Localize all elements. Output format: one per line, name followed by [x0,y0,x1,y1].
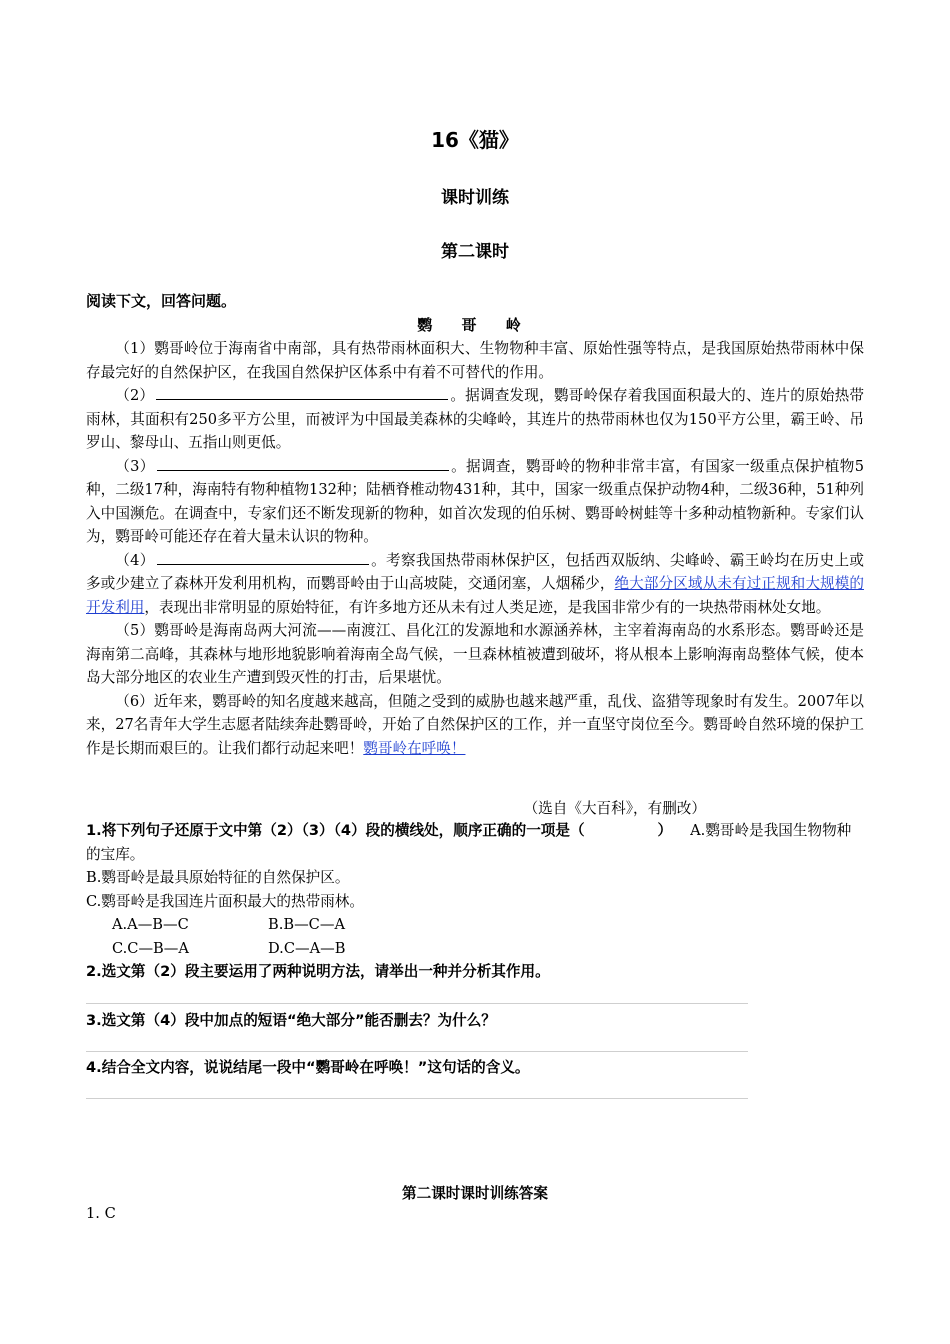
underlined-phrase-link[interactable]: 绝大部分区域从未有过正规和大规模的开发利用 [86,575,864,616]
answer-line[interactable] [86,1003,748,1004]
paragraph-text: 。据调查发现，鹦哥岭保存着我国面积最大的、连片的原始热带雨林，其面积有250多平方公里，而被评为中国最美森林的尖峰岭，其连片的热带雨林也仅为150平方公里，霸王岭、吊罗山、黎母山、五指山则更低。 [86,387,864,451]
sentence-b: B.鹦哥岭是最具原始特征的自然保护区。 [86,869,350,886]
paragraph-label: （2） [115,387,155,404]
paragraph-text: ，表现出非常明显的原始特征，有许多地方还从未有过人类足迹，是我国非常少有的一块热带雨林处女地。 [144,598,831,616]
sentence-a: A.鹦哥岭是我国生物物种的宝库。 [86,822,852,863]
option-c[interactable]: C.C—B—A [112,939,189,957]
question-3 [86,1009,864,1033]
paragraph-label: （4） [115,551,155,569]
paragraph-5: （5）鹦哥岭是海南岛两大河流——南渡江、昌化江的发源地和水源涵养林，主宰着海南岛的水系形态。鹦哥岭还是海南第二高峰，其森林与地形地貌影响着海南全岛气候，一旦森林植被遭到破坏，将从根本上影响海南岛整体气候，使本岛大部分地区的农业生产遭到毁灭性的打击，后果堪忧。 [86,622,864,686]
question-1 [86,819,864,960]
sentence-c: C.鹦哥岭是我国连片面积最大的热带雨林。 [86,892,364,910]
answers-title: 第二课时课时训练答案 [402,1185,548,1202]
call-phrase-link[interactable]: 鹦哥岭在呼唤！ [363,739,466,757]
paragraph-4 [86,549,864,620]
paragraph-6 [86,690,864,761]
answer-line[interactable] [86,1051,748,1052]
question-2 [86,960,864,984]
fill-blank [156,385,448,400]
question-4-text: 4.结合全文内容，说说结尾一段中“鹦哥岭在呼唤！”这句话的含义。 [86,1059,530,1076]
paragraph-text: （6）近年来，鹦哥岭的知名度越来越高，但随之受到的威胁也越来越严重，乱伐、盗猎等现象时有发生。2007年以来，27名青年大学生志愿者陆续奔赴鹦哥岭，开始了自然保护区的工作，并一直坚守岗位至今。鹦哥岭自然环境的保护工作是长期而艰巨的。让我们都行动起来吧！ [86,692,864,757]
article-source: （选自《大百科》，有删改） [523,800,706,817]
option-a[interactable]: A.A—B—C [112,916,189,933]
answer-line[interactable] [86,1098,748,1099]
document-title: 16《猫》 [431,128,519,152]
lesson-heading: 第二课时 [441,242,509,262]
reading-instruction: 阅读下文，回答问题。 [86,292,237,310]
document-subtitle: 课时训练 [441,188,509,208]
option-d[interactable]: D.C—A—B [268,939,346,957]
paragraph-text: 。据调查，鹦哥岭的物种非常丰富，有国家一级重点保护植物5种，二级17种，海南特有物种植物132种；陆栖脊椎动物431种，其中，国家一级重点保护动物4种，二级36种，51种列入中国濒危。在调查中，专家们还不断发现新的物种，如首次发现的伯乐树、鹦哥岭树蛙等十多种动植物新种。专家们认为，鹦哥岭可能还存在着大量未认识的物种。 [86,457,864,545]
paragraph-label: （3） [115,457,155,475]
fill-blank [157,456,449,471]
options-row-1 [86,913,864,937]
paragraph-1: （1）鹦哥岭位于海南省中南部，具有热带雨林面积大、生物物种丰富、原始性强等特点，是我国原始热带雨林中保存最完好的自然保护区，在我国自然保护区体系中有着不可替代的作用。 [86,340,864,381]
fill-blank [157,550,369,565]
question-2-text: 2.选文第（2）段主要运用了两种说明方法，请举出一种并分析其作用。 [86,963,550,980]
article-title: 鹦 哥 岭 [417,316,533,334]
question-1-stem-line [86,819,864,866]
option-b[interactable]: B.B—C—A [268,916,345,933]
paragraph-2 [86,384,864,455]
question-1-stem: 1.将下列句子还原于文中第（2）（3）（4）段的横线处，顺序正确的一项是（ ） [86,822,673,839]
article-body [86,337,864,760]
answer-1: 1. C [86,1205,116,1222]
options-row-2 [86,937,864,961]
paragraph-3 [86,455,864,549]
question-4 [86,1056,864,1080]
question-3-text: 3.选文第（4）段中加点的短语“绝大部分”能否删去？为什么？ [86,1012,496,1029]
paragraph-text: 。考察我国热带雨林保护区，包括西双版纳、尖峰岭、霸王岭均在历史上或多或少建立了森林开发利用机构，而鹦哥岭由于山高坡陡，交通闭塞，人烟稀少， [86,551,864,592]
